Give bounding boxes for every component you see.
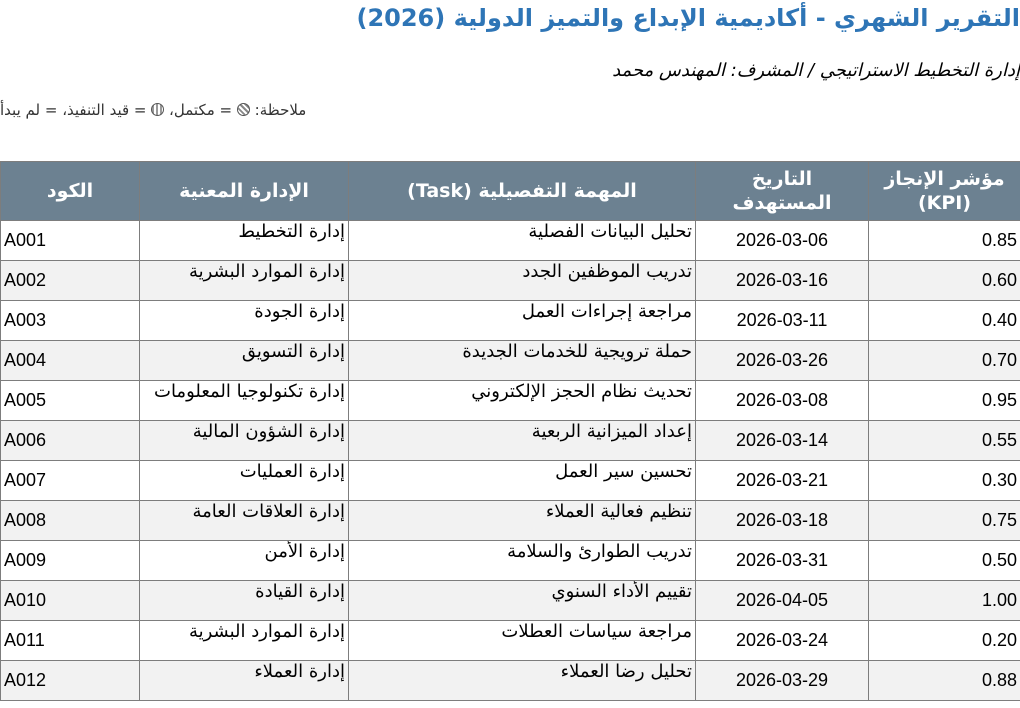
cell-date: 2026-03-31	[696, 541, 869, 581]
cell-kpi: 0.30	[869, 461, 1020, 501]
progress-dot-icon	[151, 103, 164, 116]
cell-kpi: 0.60	[869, 261, 1020, 301]
table-row	[1, 221, 1020, 261]
cell-kpi: 0.50	[869, 541, 1020, 581]
cell-dept: إدارة الجودة	[140, 301, 349, 341]
cell-code: A005	[1, 381, 140, 421]
cell-dept: إدارة العمليات	[140, 461, 349, 501]
col-code-header: الكود	[1, 162, 140, 221]
cell-date: 2026-03-24	[696, 621, 869, 661]
cell-dept: إدارة الموارد البشرية	[140, 621, 349, 661]
cell-code: A004	[1, 341, 140, 381]
cell-dept: إدارة القيادة	[140, 581, 349, 621]
table-row	[1, 421, 1020, 461]
cell-dept: إدارة الأمن	[140, 541, 349, 581]
tasks-table	[0, 161, 1020, 701]
col-kpi-header: مؤشر الإنجاز (KPI)	[869, 162, 1020, 221]
col-dept-header: الإدارة المعنية	[140, 162, 349, 221]
cell-date: 2026-03-11	[696, 301, 869, 341]
report-title: التقرير الشهري - أكاديمية الإبداع والتميز الدولية (2026)	[356, 4, 1020, 32]
report-subtitle	[0, 56, 1020, 86]
cell-dept: إدارة التخطيط	[140, 221, 349, 261]
cell-date: 2026-03-06	[696, 221, 869, 261]
cell-kpi: 0.20	[869, 621, 1020, 661]
cell-task: تحديث نظام الحجز الإلكتروني	[349, 381, 696, 421]
note-prefix: ملاحظة:	[254, 101, 307, 119]
cell-code: A010	[1, 581, 140, 621]
cell-task: تقييم الأداء السنوي	[349, 581, 696, 621]
table-row	[1, 581, 1020, 621]
cell-task: تحليل رضا العملاء	[349, 661, 696, 701]
cell-kpi: 0.88	[869, 661, 1020, 701]
cell-dept: إدارة العملاء	[140, 661, 349, 701]
cell-code: A001	[1, 221, 140, 261]
cell-code: A011	[1, 621, 140, 661]
table-row	[1, 621, 1020, 661]
cell-task: مراجعة سياسات العطلات	[349, 621, 696, 661]
cell-code: A006	[1, 421, 140, 461]
table-row	[1, 261, 1020, 301]
cell-task: مراجعة إجراءات العمل	[349, 301, 696, 341]
cell-task: تحسين سير العمل	[349, 461, 696, 501]
cell-kpi: 0.95	[869, 381, 1020, 421]
cell-code: A009	[1, 541, 140, 581]
cell-kpi: 0.75	[869, 501, 1020, 541]
cell-code: A012	[1, 661, 140, 701]
cell-task: تحليل البيانات الفصلية	[349, 221, 696, 261]
col-task-header: المهمة التفصيلية (Task)	[349, 162, 696, 221]
complete-dot-icon	[237, 103, 250, 116]
cell-code: A003	[1, 301, 140, 341]
col-date-header: التاريخ المستهدف	[696, 162, 869, 221]
cell-date: 2026-03-26	[696, 341, 869, 381]
cell-dept: إدارة تكنولوجيا المعلومات	[140, 381, 349, 421]
cell-task: حملة ترويجية للخدمات الجديدة	[349, 341, 696, 381]
cell-task: تنظيم فعالية العملاء	[349, 501, 696, 541]
legend-note	[0, 96, 410, 124]
cell-dept: إدارة التسويق	[140, 341, 349, 381]
note-progress: = قيد التنفيذ،	[62, 101, 147, 119]
cell-code: A002	[1, 261, 140, 301]
table-header-row	[1, 162, 1020, 221]
cell-code: A008	[1, 501, 140, 541]
cell-task: تدريب الطوارئ والسلامة	[349, 541, 696, 581]
table-row	[1, 341, 1020, 381]
cell-code: A007	[1, 461, 140, 501]
table-row	[1, 461, 1020, 501]
cell-date: 2026-03-21	[696, 461, 869, 501]
cell-kpi: 0.85	[869, 221, 1020, 261]
cell-dept: إدارة العلاقات العامة	[140, 501, 349, 541]
cell-date: 2026-04-05	[696, 581, 869, 621]
note-not-started: = لم يبدأ	[0, 101, 58, 119]
cell-date: 2026-03-14	[696, 421, 869, 461]
table-row	[1, 301, 1020, 341]
cell-date: 2026-03-16	[696, 261, 869, 301]
cell-dept: إدارة الموارد البشرية	[140, 261, 349, 301]
cell-kpi: 0.70	[869, 341, 1020, 381]
cell-date: 2026-03-08	[696, 381, 869, 421]
cell-task: تدريب الموظفين الجدد	[349, 261, 696, 301]
cell-date: 2026-03-18	[696, 501, 869, 541]
cell-date: 2026-03-29	[696, 661, 869, 701]
cell-kpi: 0.40	[869, 301, 1020, 341]
table-row	[1, 661, 1020, 701]
table-row	[1, 501, 1020, 541]
cell-kpi: 1.00	[869, 581, 1020, 621]
table-row	[1, 381, 1020, 421]
cell-task: إعداد الميزانية الربعية	[349, 421, 696, 461]
note-complete: = مكتمل،	[169, 101, 233, 119]
table-row	[1, 541, 1020, 581]
cell-kpi: 0.55	[869, 421, 1020, 461]
cell-dept: إدارة الشؤون المالية	[140, 421, 349, 461]
subtitle-text: إدارة التخطيط الاستراتيجي / المشرف: المهندس محمد	[612, 60, 1020, 81]
